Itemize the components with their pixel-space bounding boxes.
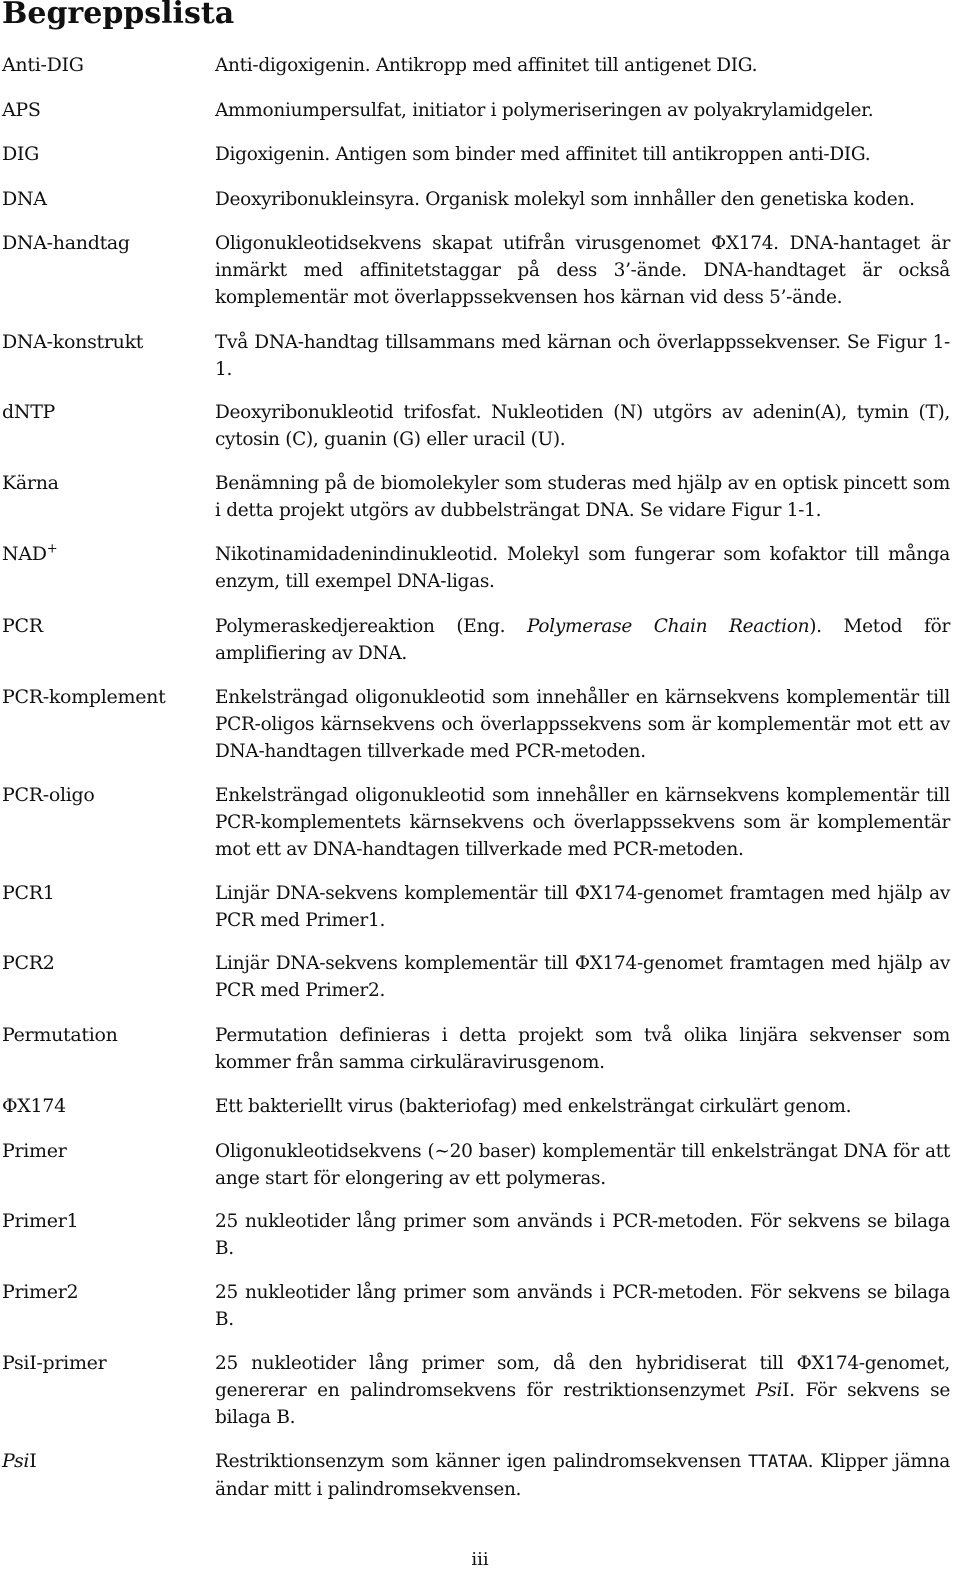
term-segment: ΦX174 xyxy=(2,1095,66,1117)
glossary-term xyxy=(2,97,41,124)
glossary-term xyxy=(2,950,55,977)
definition-segment: Två DNA-handtag tillsammans med kärnan och överlappssekvenser. Se Figur 1-1. xyxy=(215,332,950,380)
glossary-definition xyxy=(215,230,950,311)
glossary-definition xyxy=(215,1448,950,1503)
page-title: Begreppslista xyxy=(2,0,235,31)
definition-segment: Linjär DNA-sekvens komplementär till ΦX174-genomet framtagen med hjälp av PCR med Primer1. xyxy=(215,883,950,931)
glossary-definition xyxy=(215,186,950,213)
term-segment: dNTP xyxy=(2,401,56,423)
definition-segment: Oligonukleotidsekvens (∼20 baser) komplementär till enkelsträngat DNA för att ange start för elongering av ett polymeras. xyxy=(215,1141,950,1189)
definition-segment: Deoxyribonukleotid trifosfat. Nukleotiden (N) utgörs av adenin(A), tymin (T), cytosin (C), guanin (G) eller uracil (U). xyxy=(215,402,950,450)
page-number: iii xyxy=(471,1549,489,1570)
glossary-term xyxy=(2,541,57,568)
term-segment: PCR2 xyxy=(2,952,55,974)
glossary-term xyxy=(2,141,39,168)
glossary-definition xyxy=(215,1208,950,1262)
term-segment: PsiI-primer xyxy=(2,1352,107,1374)
definition-segment: Digoxigenin. Antigen som binder med affinitet till antikroppen anti-DIG. xyxy=(215,144,871,165)
definition-segment: Oligonukleotidsekvens skapat utifrån virusgenomet ΦX174. DNA-hantaget är inmärkt med affinitetstaggar på dess 3’-ände. DNA-handtaget är också komplementär mot överlappssekvensen hos kärnan vid dess 5’-ände. xyxy=(215,233,950,308)
glossary-term xyxy=(2,1138,67,1165)
definition-segment: Linjär DNA-sekvens komplementär till ΦX174-genomet framtagen med hjälp av PCR med Primer2. xyxy=(215,953,950,1001)
definition-segment: Enkelsträngad oligonukleotid som innehåller en kärnsekvens komplementär till PCR-komplementets kärnsekvens och överlappssekvens som är komplementär mot ett av DNA-handtagen tillverkade med PCR-metoden. xyxy=(215,785,950,860)
glossary-term xyxy=(2,1022,118,1049)
glossary-definition xyxy=(215,1350,950,1431)
glossary-definition xyxy=(215,613,950,667)
glossary-term xyxy=(2,1279,78,1306)
term-segment: NAD xyxy=(2,543,47,565)
definition-segment: Polymerase Chain Reaction xyxy=(526,616,810,637)
term-segment: PCR-komplement xyxy=(2,686,166,708)
definition-segment: . Klipper jämna ändar mitt i palindromsekvensen. xyxy=(215,1451,951,1500)
glossary-definition xyxy=(215,399,950,453)
glossary-term xyxy=(2,1093,66,1120)
glossary-definition xyxy=(215,97,950,124)
definition-segment: 25 nukleotider lång primer som används i PCR-metoden. För sekvens se bilaga B. xyxy=(215,1211,950,1259)
glossary-definition xyxy=(215,541,950,595)
glossary-term xyxy=(2,782,95,809)
definition-segment: Polymeraskedjereaktion (Eng. xyxy=(215,616,527,637)
glossary-definition xyxy=(215,52,950,79)
definition-segment: Psi xyxy=(755,1380,783,1401)
term-segment: DNA-handtag xyxy=(2,232,130,254)
definition-segment: 25 nukleotider lång primer som används i PCR-metoden. För sekvens se bilaga B. xyxy=(215,1282,950,1330)
definition-segment: Restriktionsenzym som känner igen palindromsekvensen xyxy=(215,1451,748,1472)
term-segment: Permutation xyxy=(2,1024,118,1046)
term-segment: Primer2 xyxy=(2,1281,79,1303)
glossary-term xyxy=(2,52,84,79)
glossary-definition xyxy=(215,880,950,934)
definition-segment: Ett bakteriellt virus (bakteriofag) med enkelsträngat cirkulärt genom. xyxy=(215,1096,852,1117)
glossary-definition xyxy=(215,1022,950,1076)
glossary-term xyxy=(2,329,143,356)
term-segment: I xyxy=(29,1450,37,1472)
definition-segment: 25 nukleotider lång primer som, då den hybridiserat till ΦX174-genomet, genererar en palindromsekvens för restriktionsenzymet xyxy=(215,1353,950,1401)
glossary-definition xyxy=(215,684,950,765)
glossary-definition xyxy=(215,782,950,863)
glossary-term xyxy=(2,1350,106,1377)
definition-segment: Anti-digoxigenin. Antikropp med affinitet till antigenet DIG. xyxy=(215,55,758,76)
term-segment: APS xyxy=(2,99,41,121)
glossary-definition xyxy=(215,950,950,1004)
glossary-definition xyxy=(215,1093,950,1120)
term-segment: Psi xyxy=(2,1450,30,1472)
glossary-term xyxy=(2,399,55,426)
term-segment: DNA-konstrukt xyxy=(2,331,144,353)
glossary-term xyxy=(2,880,55,907)
glossary-term xyxy=(2,613,43,640)
term-segment: Kärna xyxy=(2,472,59,494)
definition-segment: Ammoniumpersulfat, initiator i polymeriseringen av polyakrylamidgeler. xyxy=(215,100,874,121)
glossary-definition xyxy=(215,329,950,383)
term-segment: DNA xyxy=(2,188,47,210)
glossary-definition xyxy=(215,141,950,168)
definition-segment: ). Metod för amplifiering av DNA. xyxy=(215,616,950,664)
term-segment: + xyxy=(46,541,58,557)
glossary-definition xyxy=(215,1138,950,1192)
term-segment: PCR-oligo xyxy=(2,784,95,806)
term-segment: Anti-DIG xyxy=(2,54,84,76)
glossary-term xyxy=(2,1208,78,1235)
glossary-term xyxy=(2,230,130,257)
definition-segment: Benämning på de biomolekyler som studeras med hjälp av en optisk pincett som i detta projekt utgörs av dubbelsträngat DNA. Se vidare Figur 1-1. xyxy=(215,473,950,521)
definition-segment: Enkelsträngad oligonukleotid som innehåller en kärnsekvens komplementär till PCR-oligos kärnsekvens och överlappssekvens som är komplementär mot ett av DNA-handtagen tillverkade med PCR-metoden. xyxy=(215,687,950,762)
glossary-term xyxy=(2,1448,36,1475)
definition-segment: TTATAA xyxy=(747,1452,808,1472)
glossary-term xyxy=(2,470,59,497)
glossary-definition xyxy=(215,1279,950,1333)
glossary-term xyxy=(2,684,165,711)
definition-segment: Deoxyribonukleinsyra. Organisk molekyl som innhåller den genetiska koden. xyxy=(215,189,915,210)
term-segment: PCR1 xyxy=(2,882,55,904)
term-segment: PCR xyxy=(2,615,43,637)
definition-segment: I. För sekvens se bilaga B. xyxy=(215,1380,950,1428)
term-segment: Primer xyxy=(2,1140,67,1162)
term-segment: DIG xyxy=(2,143,40,165)
definition-segment: Permutation definieras i detta projekt som två olika linjära sekvenser som kommer från samma cirkuläravirusgenom. xyxy=(215,1025,950,1073)
glossary-term xyxy=(2,186,47,213)
definition-segment: Nikotinamidadenindinukleotid. Molekyl som fungerar som kofaktor till många enzym, till exempel DNA-ligas. xyxy=(215,544,950,592)
glossary-definition xyxy=(215,470,950,524)
term-segment: Primer1 xyxy=(2,1210,79,1232)
